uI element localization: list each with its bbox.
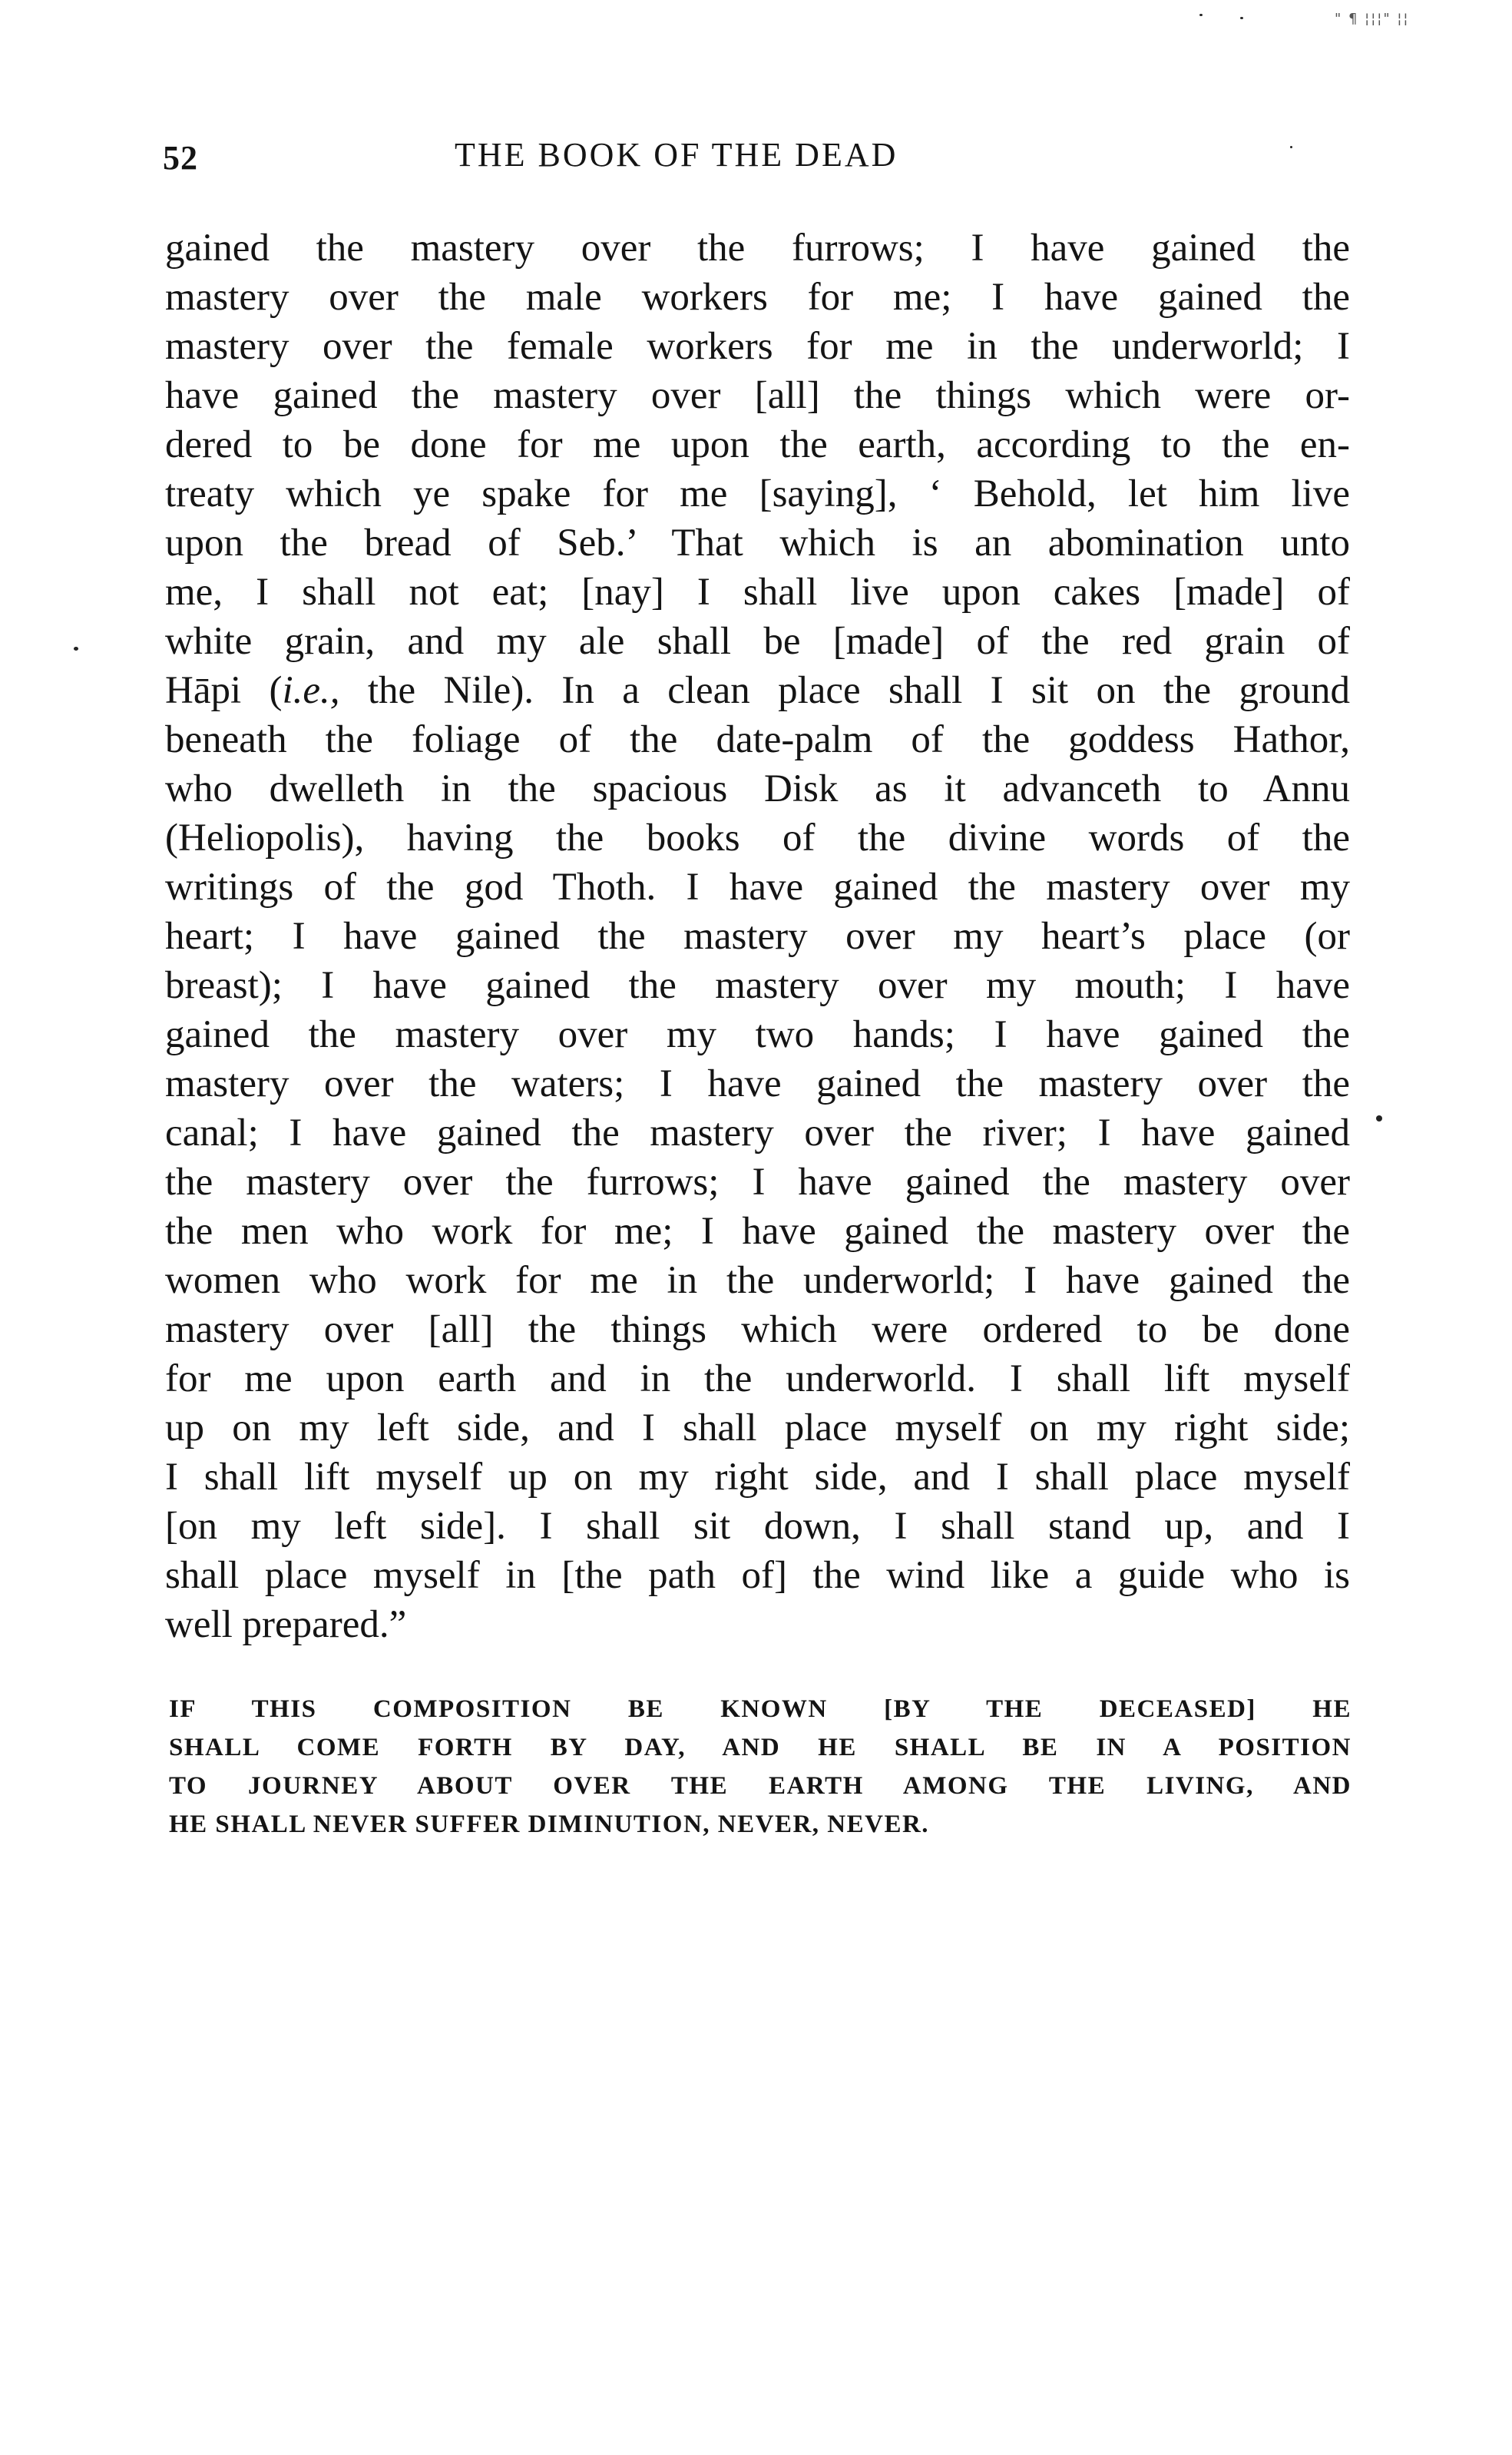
body-text <box>165 224 1350 1649</box>
rubric-text <box>169 1690 1352 1844</box>
body-line: mastery over the female workers for me in the underworld; I <box>165 325 1350 368</box>
scan-speck <box>1199 14 1203 16</box>
scan-speck <box>1240 17 1243 19</box>
body-line: white grain, and my ale shall be [made] of the red grain of <box>165 620 1350 663</box>
body-line: shall place myself in [the path of] the wind like a guide who is <box>165 1554 1350 1597</box>
body-line: breast); I have gained the mastery over my mouth; I have <box>165 964 1350 1007</box>
running-head <box>163 135 1338 181</box>
body-line: upon the bread of Seb.’ That which is an abomination unto <box>165 522 1350 565</box>
body-line: gained the mastery over the furrows; I have gained the <box>165 227 1350 270</box>
body-line: [on my left side]. I shall sit down, I shall stand up, and I <box>165 1505 1350 1548</box>
body-line: dered to be done for me upon the earth, according to the en- <box>165 423 1350 466</box>
rubric-line: IF THIS COMPOSITION BE KNOWN [BY THE DECEASED] HE <box>169 1695 1352 1723</box>
scan-speck <box>1376 1115 1382 1121</box>
body-line: I shall lift myself up on my right side, and I shall place myself <box>165 1456 1350 1499</box>
body-line: beneath the foliage of the date-palm of the goddess Hathor, <box>165 718 1350 761</box>
rubric-line: HE SHALL NEVER SUFFER DIMINUTION, NEVER, NEVER. <box>169 1811 930 1838</box>
body-line: (Heliopolis), having the books of the divine words of the <box>165 817 1350 860</box>
body-line: mastery over the male workers for me; I have gained the <box>165 276 1350 319</box>
page-number: 52 <box>163 139 198 177</box>
italic-abbreviation: i.e., <box>282 669 340 712</box>
body-line: up on my left side, and I shall place myself on my right side; <box>165 1406 1350 1449</box>
rubric-line: SHALL COME FORTH BY DAY, AND HE SHALL BE IN A POSITION <box>169 1734 1352 1761</box>
body-line: gained the mastery over my two hands; I have gained the <box>165 1013 1350 1056</box>
body-line: mastery over [all] the things which were ordered to be done <box>165 1308 1350 1351</box>
body-line: the mastery over the furrows; I have gained the mastery over <box>165 1161 1350 1204</box>
scan-speck <box>74 647 78 651</box>
running-title: THE BOOK OF THE DEAD <box>455 136 898 174</box>
body-line: the men who work for me; I have gained the mastery over the <box>165 1210 1350 1253</box>
scan-noise-top-right: " ¶ ¦¦¦" ¦¦ <box>1335 11 1410 27</box>
body-line: me, I shall not eat; [nay] I shall live upon cakes [made] of <box>165 571 1350 614</box>
body-line: canal; I have gained the mastery over the river; I have gained <box>165 1112 1350 1155</box>
rubric-line: TO JOURNEY ABOUT OVER THE EARTH AMONG THE LIVING, AND <box>169 1772 1352 1800</box>
body-line: treaty which ye spake for me [saying], ‘ Behold, let him live <box>165 472 1350 515</box>
body-line: writings of the god Thoth. I have gained the mastery over my <box>165 866 1350 909</box>
body-line: well prepared.” <box>165 1603 407 1646</box>
body-line: heart; I have gained the mastery over my heart’s place (or <box>165 915 1350 958</box>
body-line: for me upon earth and in the underworld. I shall lift myself <box>165 1357 1350 1400</box>
body-line: women who work for me in the underworld; I have gained the <box>165 1259 1350 1302</box>
body-line: have gained the mastery over [all] the things which were or- <box>165 374 1350 417</box>
body-line: who dwelleth in the spacious Disk as it advanceth to Annu <box>165 767 1350 810</box>
body-line: Hāpi (i.e., the Nile). In a clean place shall I sit on the ground <box>165 669 1350 712</box>
body-line: mastery over the waters; I have gained the mastery over the <box>165 1062 1350 1105</box>
